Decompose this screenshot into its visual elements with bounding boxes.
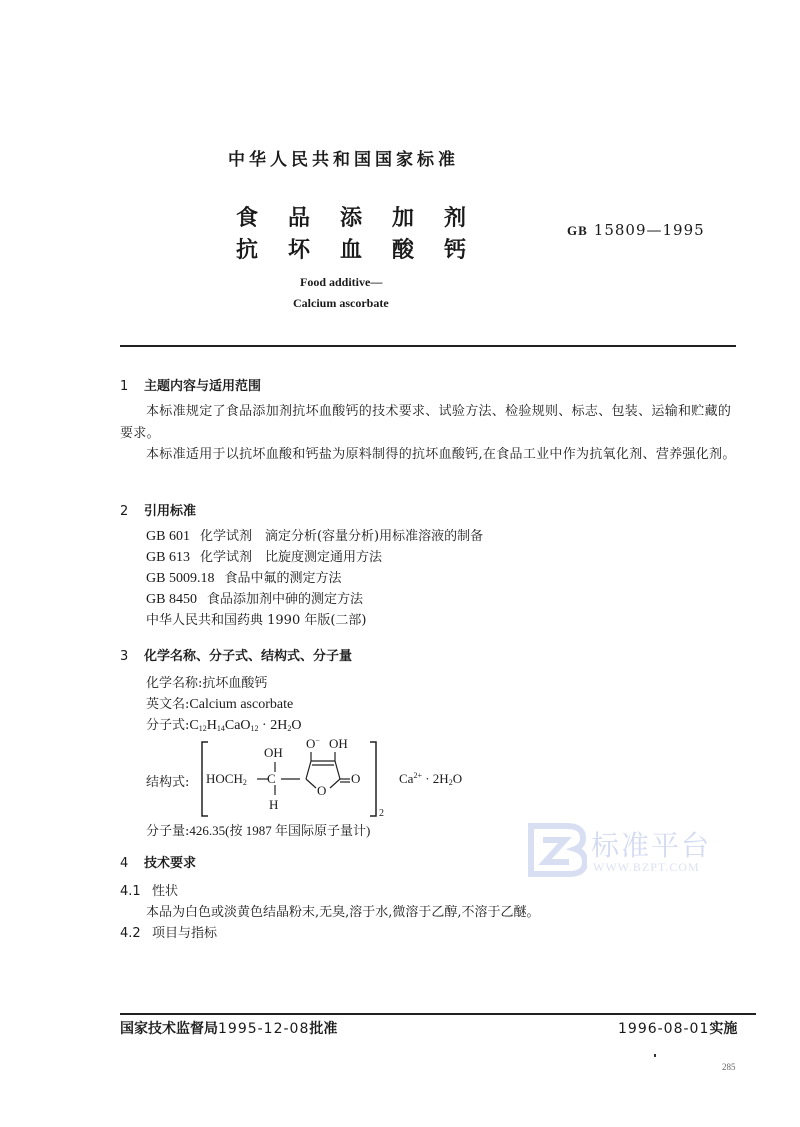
- page-number: 285: [722, 1062, 736, 1072]
- chemical-name-row: [146, 673, 301, 694]
- approval-org: 国家技术监督局: [120, 1021, 218, 1037]
- formula-subscript: 12: [198, 724, 207, 733]
- section-number: 3: [120, 649, 129, 664]
- reference-title: 中华人民共和国药典 1990 年版(二部): [146, 613, 367, 628]
- subsection-title: 项目与指标: [152, 926, 218, 941]
- bzpt-logo-icon: [527, 822, 587, 878]
- title-line-2: [236, 233, 496, 264]
- title-char: 血: [340, 237, 363, 263]
- effective-line: [618, 1018, 737, 1038]
- chemical-name-value: 抗坏血酸钙: [202, 676, 268, 691]
- formula-subscript: 2: [242, 778, 247, 787]
- subsection-4-1-text: 本品为白色或淡黄色结晶粉末,无臭,溶于水,微溶于乙醇,不溶于乙醚。: [146, 905, 540, 920]
- formula-part: H: [206, 718, 217, 733]
- reference-code: GB 8450: [146, 592, 197, 607]
- formula-part: HOCH: [206, 771, 243, 786]
- reference-code: GB 5009.18: [146, 571, 215, 586]
- mw-label: 分子量:: [146, 824, 190, 839]
- formula-part: C: [189, 718, 199, 733]
- molecular-weight: [146, 820, 370, 839]
- title-char: 食: [236, 205, 259, 231]
- standard-code: 15809—1995: [593, 221, 705, 239]
- formula-part: O: [306, 736, 316, 751]
- formula-subscript: 2: [448, 778, 453, 787]
- reference-code: GB 601: [146, 529, 190, 544]
- chemical-info: [146, 673, 301, 739]
- section-title: 技术要求: [144, 856, 197, 871]
- structure-label: 结构式:: [146, 775, 190, 790]
- subsection-number: 4.1: [120, 884, 141, 899]
- section-number: 2: [120, 504, 129, 519]
- header-divider: [120, 345, 736, 347]
- formula-part: · 2H: [258, 718, 288, 733]
- structure-carbonyl-oxygen: O: [351, 771, 361, 786]
- title-char: 加: [392, 205, 415, 231]
- section-title: 主题内容与适用范围: [144, 379, 262, 394]
- formula-row: [146, 715, 301, 739]
- standard-prefix: GB: [567, 223, 588, 238]
- section-1-paragraph-2: 本标准适用于以抗坏血酸和钙盐为原料制得的抗坏血酸钙,在食品工业中作为抗氧化剂、营养强化剂。: [146, 447, 736, 462]
- structure-bracket-subscript: 2: [379, 808, 384, 819]
- section-4-heading: [120, 852, 196, 871]
- section-3-heading: [120, 645, 352, 664]
- section-1-paragraph-1: 本标准规定了食品添加剂抗坏血酸钙的技术要求、试验方法、检验规则、标志、包装、运输和贮藏的要求。: [120, 404, 732, 441]
- reference-title: 食品中氟的测定方法: [224, 571, 342, 586]
- english-name-label: 英文名:: [146, 697, 190, 712]
- charge-minus: −: [315, 736, 320, 745]
- title-char: 坏: [288, 237, 311, 263]
- watermark-url: WWW.BZPT.COM: [593, 860, 700, 874]
- section-title: 化学名称、分子式、结构式、分子量: [144, 649, 353, 664]
- subsection-number: 4.2: [120, 926, 141, 941]
- title-line-1: [236, 201, 496, 232]
- reference-title: 化学试剂 比旋度测定通用方法: [199, 550, 382, 565]
- structure-o-minus: [306, 736, 320, 752]
- structure-hydroxyl-right: OH: [329, 736, 348, 751]
- structure-carbon: C: [267, 771, 276, 786]
- reference-item: [146, 589, 483, 610]
- title-char: 剂: [444, 205, 467, 231]
- reference-item: [146, 526, 483, 547]
- formula-part: Ca: [399, 771, 414, 786]
- structure-hydrogen: H: [269, 797, 279, 812]
- english-title-line-1: Food additive—: [300, 275, 383, 289]
- formula-part: O: [291, 718, 302, 733]
- national-standard-heading: 中华人民共和国国家标准: [228, 150, 459, 170]
- section-number: 4: [120, 856, 129, 871]
- section-number: 1: [120, 379, 129, 394]
- reference-code: GB 613: [146, 550, 190, 565]
- formula-part: CaO: [224, 718, 251, 733]
- formula-label: 分子式:: [146, 718, 190, 733]
- footer-divider: [120, 1013, 756, 1015]
- title-char: 品: [288, 205, 311, 231]
- approval-suffix: 批准: [309, 1021, 338, 1037]
- approval-date: 1995-12-08: [218, 1021, 310, 1037]
- section-2-heading: [120, 500, 196, 519]
- structure-ring-oxygen: O: [317, 783, 327, 798]
- structural-formula: [146, 738, 466, 818]
- molecular-formula: [189, 718, 301, 733]
- structure-left-group: [206, 771, 247, 787]
- chemical-name-label: 化学名称:: [146, 676, 203, 691]
- approval-line: [120, 1018, 337, 1038]
- reference-title: 化学试剂 滴定分析(容量分析)用标准溶液的制备: [199, 529, 484, 544]
- structure-hydroxyl-top: OH: [264, 745, 283, 760]
- formula-part: · 2H: [421, 771, 449, 786]
- section-1-heading: [120, 375, 261, 394]
- title-char: 抗: [236, 237, 259, 263]
- title-char: 酸: [392, 237, 415, 263]
- english-name-row: [146, 694, 301, 715]
- formula-subscript: 14: [216, 724, 225, 733]
- subsection-4-2-heading: [120, 922, 217, 941]
- formula-subscript: 12: [250, 724, 259, 733]
- english-name-value: Calcium ascorbate: [189, 697, 294, 712]
- standard-number: [567, 221, 705, 239]
- reference-item: [146, 610, 483, 631]
- effective-date: 1996-08-01: [618, 1021, 710, 1037]
- charge-label: 2+: [413, 771, 422, 780]
- section-title: 引用标准: [144, 504, 197, 519]
- watermark-text: 标准平台: [591, 829, 712, 862]
- formula-subscript: 2: [287, 724, 292, 733]
- mw-value: 426.35(按 1987 年国际原子量计): [189, 823, 371, 838]
- formula-part: O: [452, 771, 463, 786]
- reference-item: [146, 568, 483, 589]
- reference-item: [146, 547, 483, 568]
- subsection-4-1-heading: [120, 880, 178, 899]
- watermark: [527, 822, 727, 878]
- scan-speck: [654, 1054, 656, 1057]
- reference-title: 食品添加剂中砷的测定方法: [206, 592, 363, 607]
- title-char: 添: [340, 205, 363, 231]
- structure-counterion: [399, 771, 462, 787]
- effective-suffix: 实施: [709, 1021, 738, 1037]
- subsection-title: 性状: [152, 884, 179, 899]
- title-char: 钙: [444, 237, 467, 263]
- reference-list: [146, 526, 483, 631]
- english-title-line-2: Calcium ascorbate: [293, 296, 389, 310]
